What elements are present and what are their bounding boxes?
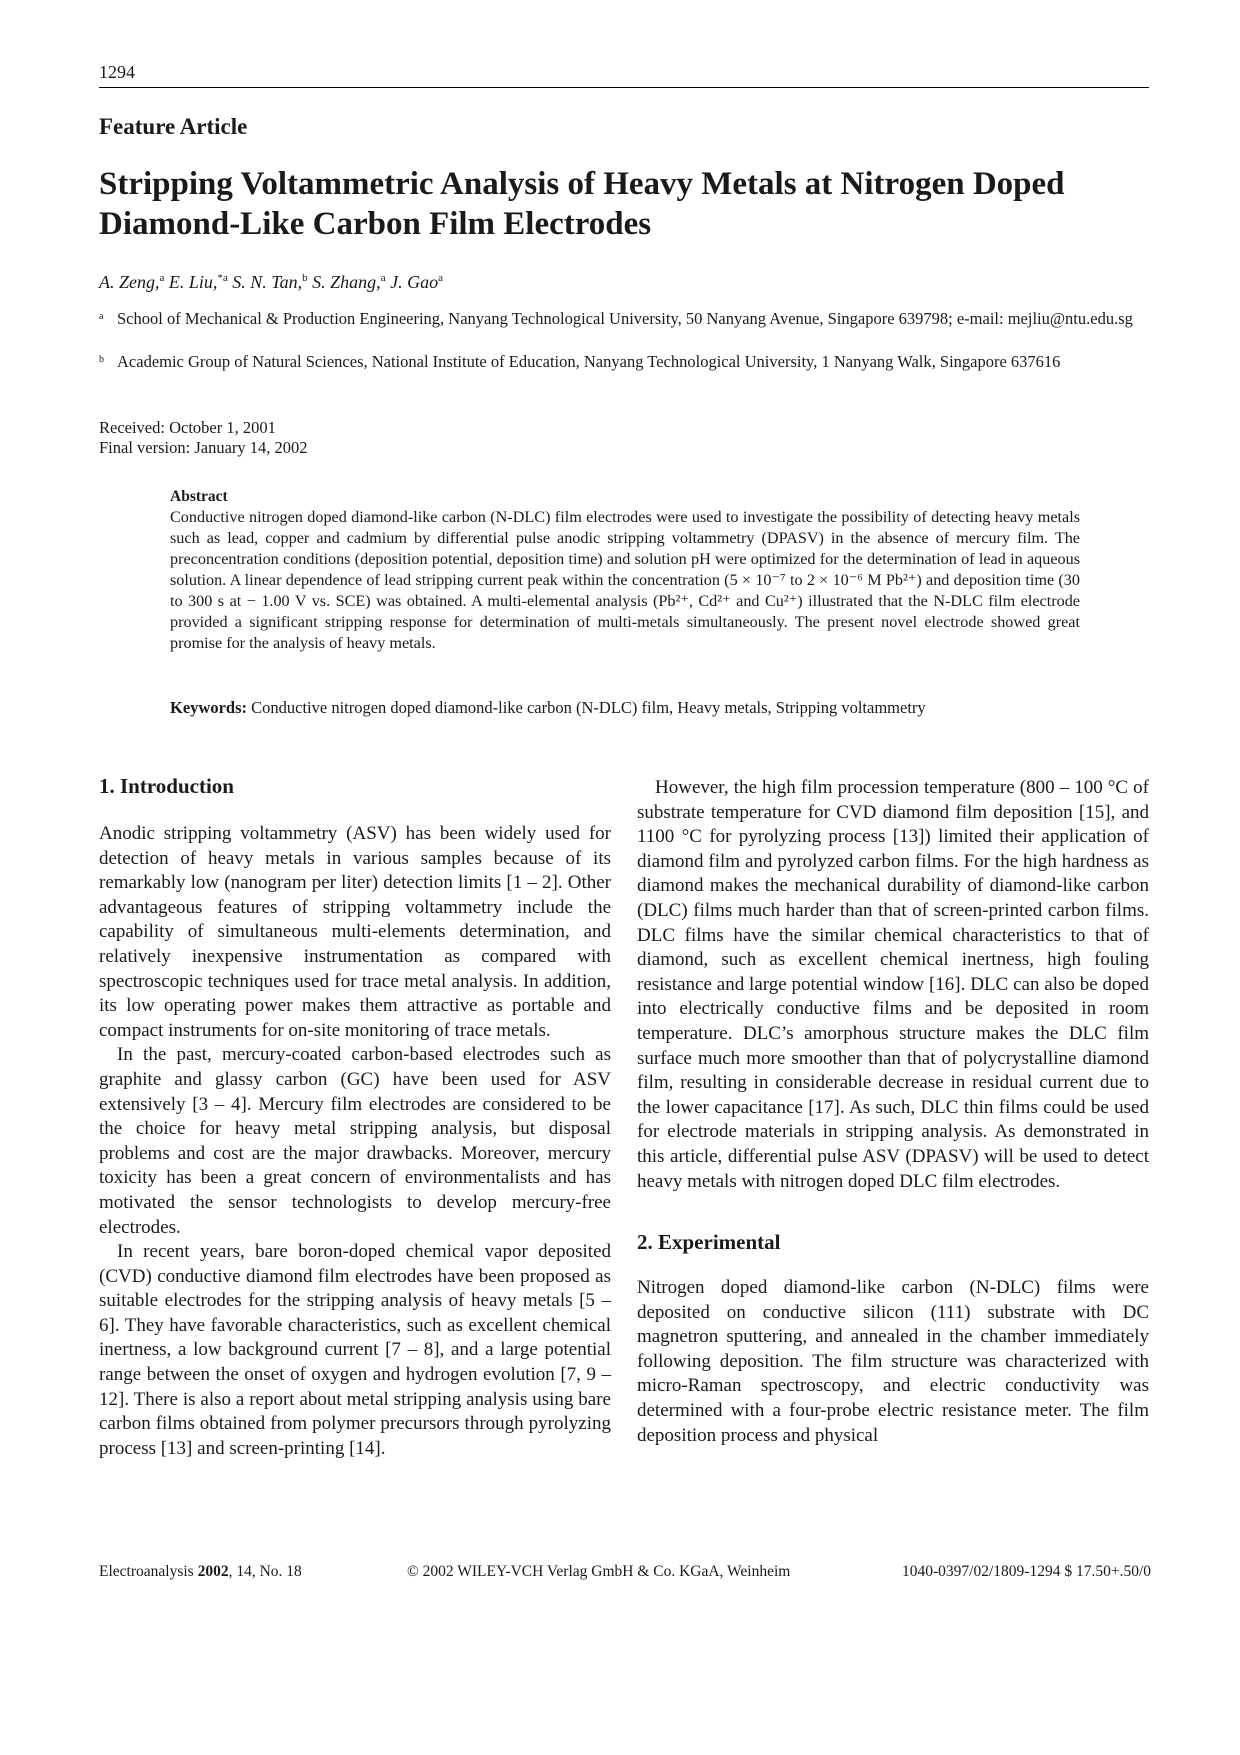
- final-version-date: Final version: January 14, 2002: [99, 438, 308, 457]
- author: S. N. Tan,$^b$: [232, 272, 308, 292]
- section-heading-experimental: 2. Experimental: [637, 1230, 781, 1255]
- column-left: [99, 772, 611, 1461]
- paragraph: However, the high film procession temperature (800 – 100 °C of substrate temperature for CVD diamond film deposition [15], and 1100 °C for pyrolyzing process [13]) limited their application of diamond film and pyrolyzed carbon films. For the high hardness as diamond makes the mechanical durability of diamond-like carbon (DLC) films much harder than that of screen-printed carbon films. DLC films have the similar chemical characteristics to that of diamond, such as excellent chemical inertness, high fouling resistance and large potential window [16]. DLC can also be doped into electrically conductive films and be deposited in room temperature. DLC’s amorphous structure makes the DLC film surface much more smoother than that of polycrystalline diamond film, resulting in considerable decrease in residual current due to the lower capacitance [17]. As such, DLC thin films could be used for electrode materials in stripping analysis. As demonstrated in this article, differential pulse ASV (DPASV) will be used to detect heavy metals with nitrogen doped DLC film electrodes.: [637, 777, 1149, 1192]
- article-dates: [99, 418, 308, 458]
- page-number: 1294: [99, 62, 135, 82]
- issn-code: 1040-0397/02/1809-1294 $ 17.50+.50/0: [902, 1563, 1151, 1580]
- abstract-text: Conductive nitrogen doped diamond-like carbon (N-DLC) film electrodes were used to investigate the possibility of detecting heavy metals such as lead, copper and cadmium by differential pulse anodic stripping voltammetry (DPASV) in the absence of mercury film. The preconcentration conditions (deposition potential, deposition time) and solution pH were optimized for the determination of lead in aqueous solution. A linear dependence of lead stripping current peak within the concentration (5 × 10⁻⁷ to 2 × 10⁻⁶ M Pb²⁺) and deposition time (30 to 300 s at − 1.00 V vs. SCE) was obtained. A multi-elemental analysis (Pb²⁺, Cd²⁺ and Cu²⁺) illustrated that the N-DLC film electrode provided a significant stripping response for determination of multi-metals simultaneously. The present novel electrode showed great promise for the analysis of heavy metals.: [170, 508, 1080, 652]
- affiliation-mark: b: [99, 354, 104, 365]
- paragraph: Anodic stripping voltammetry (ASV) has been widely used for detection of heavy metals in various samples because of its remarkably low (nanogram per liter) detection limits [1 – 2]. Other advantageous features of stripping voltammetry include the capability of simultaneous multi-elements determination, and relatively inexpensive instrumentation as compared with spectroscopic techniques used for trace metal analysis. In addition, its low operating power makes them attractive as portable and compact instruments for on-site monitoring of trace metals.: [99, 823, 611, 1041]
- keywords-label: Keywords:: [170, 698, 247, 717]
- author: J. Gao$^a$: [390, 272, 443, 292]
- paragraph: Nitrogen doped diamond-like carbon (N-DLC) films were deposited on conductive silicon (111) substrate with DC magnetron sputtering, and annealed in the chamber immediately following deposition. The film structure was characterized with micro-Raman spectroscopy, and electric conductivity was determined with a four-probe electric resistance meter. The film deposition process and physical: [637, 1277, 1149, 1446]
- affiliation-text: School of Mechanical & Production Engineering, Nanyang Technological University, 50 Nanyang Avenue, Singapore 639798; e-mail: mejliu@ntu.edu.sg: [117, 309, 1133, 328]
- author: E. Liu,$^{*a}$: [168, 272, 228, 292]
- received-date: Received: October 1, 2001: [99, 418, 276, 437]
- keywords: [170, 698, 1090, 718]
- affiliation-a: [99, 309, 1149, 328]
- paragraph: In recent years, bare boron-doped chemical vapor deposited (CVD) conductive diamond film electrodes have been proposed as suitable electrodes for the stripping analysis of heavy metals [5 – 6]. They have favorable characteristics, such as excellent chemical inertness, a low background current [7 – 8], and a large potential range between the onset of oxygen and hydrogen evolution [7, 9 – 12]. There is also a report about metal stripping analysis using bare carbon films obtained from polymer precursors through pyrolyzing process [13] and screen-printing [14].: [99, 1241, 611, 1459]
- section-heading-introduction: 1. Introduction: [99, 774, 234, 798]
- abstract-heading: Abstract: [170, 488, 228, 505]
- article-category: Feature Article: [99, 114, 248, 139]
- author: A. Zeng,$^a$: [99, 272, 165, 292]
- affiliation-text: Academic Group of Natural Sciences, National Institute of Education, Nanyang Technological University, 1 Nanyang Walk, Singapore 637616: [117, 352, 1061, 371]
- paragraph: In the past, mercury-coated carbon-based electrodes such as graphite and glassy carbon (GC) have been used for ASV extensively [3 – 4]. Mercury film electrodes are considered to be the choice for heavy metal stripping analysis, but disposal problems and cost are the major drawbacks. Moreover, mercury toxicity has been a great concern of environmentalists and has motivated the sensor technologists to develop mercury-free electrodes.: [99, 1044, 611, 1238]
- column-right: [637, 776, 1149, 1448]
- author: S. Zhang,$^a$: [312, 272, 386, 292]
- copyright-notice: © 2002 WILEY-VCH Verlag GmbH & Co. KGaA, Weinheim: [407, 1563, 791, 1580]
- abstract: [170, 486, 1080, 654]
- affiliation-mark: a: [99, 311, 104, 322]
- header-rule: [99, 87, 1149, 88]
- article-title: Stripping Voltammetric Analysis of Heavy Metals at Nitrogen Doped Diamond-Like Carbon Film Electrodes: [99, 166, 1065, 242]
- author-list: [99, 272, 443, 293]
- journal-citation: Electroanalysis 2002, 14, No. 18: [99, 1563, 302, 1580]
- keywords-text: Conductive nitrogen doped diamond-like carbon (N-DLC) film, Heavy metals, Stripping voltammetry: [247, 698, 926, 717]
- affiliation-b: [99, 352, 1149, 371]
